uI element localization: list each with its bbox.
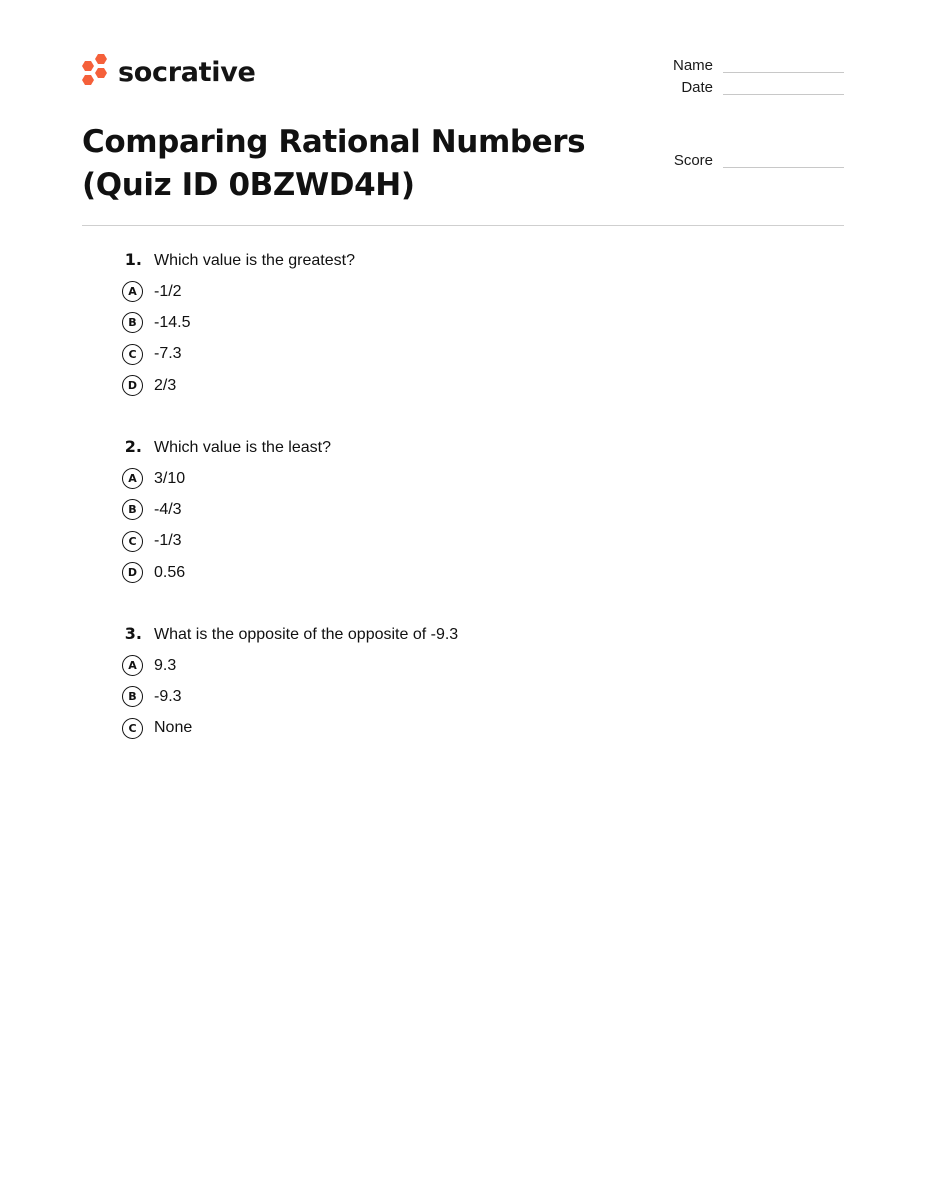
- choice-bubble-b[interactable]: B: [122, 686, 143, 707]
- choice-bubble-d[interactable]: D: [122, 375, 143, 396]
- choice-text: -1/2: [154, 282, 182, 300]
- choice-text: -9.3: [154, 687, 182, 705]
- choice-bubble-a[interactable]: A: [122, 655, 143, 676]
- name-label: Name: [672, 57, 713, 74]
- quiz-title-line1: Comparing Rational Numbers: [82, 124, 586, 160]
- question-header: [120, 437, 820, 463]
- choice-b[interactable]: [120, 494, 820, 525]
- question-text: Which value is the greatest?: [154, 252, 355, 269]
- question-text: Which value is the least?: [154, 439, 331, 456]
- score-field[interactable]: [653, 152, 844, 169]
- question-header: [120, 624, 820, 650]
- choice-bubble-d[interactable]: D: [122, 562, 143, 583]
- quiz-title-line2: (Quiz ID 0BZWD4H): [82, 167, 415, 203]
- choice-a[interactable]: [120, 276, 820, 307]
- choice-bubble-c[interactable]: C: [122, 531, 143, 552]
- choice-bubble-c[interactable]: C: [122, 718, 143, 739]
- date-field[interactable]: [653, 79, 844, 96]
- question-2: [120, 437, 820, 588]
- choice-d[interactable]: [120, 370, 820, 401]
- question-number: 3.: [124, 624, 142, 643]
- date-label: Date: [681, 79, 713, 96]
- question-number: 2.: [124, 437, 142, 456]
- score-label: Score: [673, 152, 713, 169]
- choice-text: 3/10: [154, 469, 186, 487]
- choice-text: 0.56: [154, 563, 186, 581]
- choice-c[interactable]: [120, 526, 820, 557]
- choice-text: -1/3: [154, 532, 182, 550]
- choice-bubble-b[interactable]: B: [122, 312, 143, 333]
- date-line[interactable]: [723, 80, 844, 95]
- socrative-logo: [81, 52, 256, 90]
- choice-text: 9.3: [154, 656, 177, 674]
- choice-text: -7.3: [154, 345, 182, 363]
- choice-text: -4/3: [154, 500, 182, 518]
- choice-bubble-a[interactable]: A: [122, 281, 143, 302]
- choice-c[interactable]: [120, 339, 820, 370]
- choice-d[interactable]: [120, 557, 820, 588]
- choice-text: 2/3: [154, 376, 177, 394]
- choice-text: None: [154, 719, 193, 737]
- question-text: What is the opposite of the opposite of -9.3: [154, 626, 459, 643]
- choice-c[interactable]: [120, 713, 820, 744]
- choice-b[interactable]: [120, 307, 820, 338]
- choice-bubble-a[interactable]: A: [122, 468, 143, 489]
- hexagon-cluster-icon: [81, 52, 109, 90]
- name-line[interactable]: [723, 58, 844, 73]
- quiz-title: [82, 121, 642, 207]
- question-number: 1.: [124, 250, 142, 269]
- question-3: [120, 624, 820, 744]
- choice-a[interactable]: [120, 650, 820, 681]
- header-divider: [82, 225, 844, 226]
- choice-b[interactable]: [120, 681, 820, 712]
- question-1: [120, 250, 820, 401]
- name-field[interactable]: [653, 57, 844, 74]
- choice-bubble-b[interactable]: B: [122, 499, 143, 520]
- choice-text: -14.5: [154, 313, 191, 331]
- choice-a[interactable]: [120, 463, 820, 494]
- question-header: [120, 250, 820, 276]
- brand-name: socrative: [118, 56, 256, 88]
- score-line[interactable]: [723, 153, 844, 168]
- choice-bubble-c[interactable]: C: [122, 344, 143, 365]
